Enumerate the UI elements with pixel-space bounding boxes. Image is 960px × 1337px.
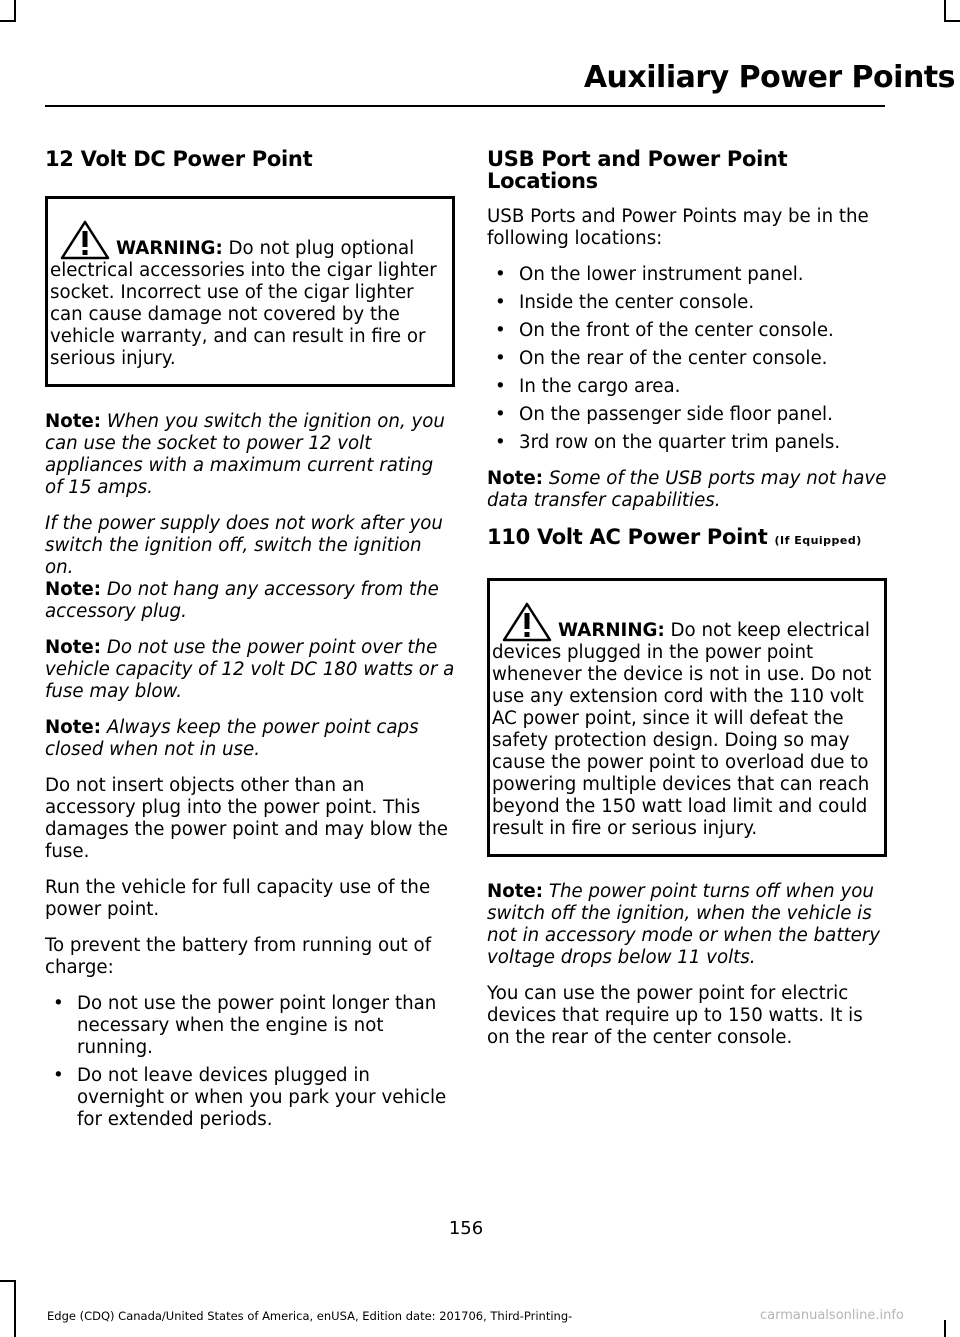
right-column: [487, 140, 887, 1063]
list-item-text: Do not use the power point longer than necessary when the engine is not running.: [77, 993, 437, 1058]
note: [45, 411, 455, 499]
paragraph: Do not insert objects other than an accessory plug into the power point. This damages the power point and may blow the fuse.: [45, 775, 448, 862]
note-text: Always keep the power point caps closed when not in use.: [45, 717, 419, 760]
note-text: Do not use the power point over the vehicle capacity of 12 volt DC 180 watts or a fuse may blow.: [45, 637, 455, 702]
list-item: • 3rd row on the quarter trim panels.: [495, 432, 841, 453]
list-item: • In the cargo area.: [495, 376, 681, 397]
watermark: carmanualsonline.info: [760, 1308, 904, 1323]
page-number: 156: [448, 1218, 484, 1239]
note: [45, 637, 455, 703]
crop-mark: [14, 1280, 16, 1337]
crop-mark: [944, 1320, 946, 1337]
warning-triangle-icon: [60, 220, 110, 260]
heading-tag: (If Equipped): [774, 534, 862, 547]
list-item-text: On the front of the center console.: [519, 320, 834, 341]
note-label: Note:: [45, 637, 102, 658]
list-item-text: In the cargo area.: [519, 376, 681, 397]
paragraph: You can use the power point for electric devices that require up to 150 watts. It is on the rear of the center console.: [487, 983, 863, 1048]
list-item: • Inside the center console.: [495, 292, 755, 313]
list-item: • On the lower instrument panel.: [495, 264, 804, 285]
list-item: • On the passenger side floor panel.: [495, 404, 833, 425]
note-text: Do not hang any accessory from the accessory plug.: [45, 579, 439, 622]
note-label: Note:: [45, 411, 102, 432]
warning-text: Do not keep electrical devices plugged in the power point whenever the device is not in use. Do not use any extension cord with the 110 volt AC power point, since it will defeat the safety protection design. Doing so may cause the power point to overload due to powering multiple devices that can reach beyond the 150 watt load limit and could result in fire or serious injury.: [492, 620, 872, 839]
note: [45, 717, 455, 761]
footer-text: Edge (CDQ) Canada/United States of America, enUSA, Edition date: 201706, Third-Printing-: [47, 1309, 573, 1323]
list-item-text: Do not leave devices plugged in overnight or when you park your vehicle for extended periods.: [77, 1065, 447, 1130]
list-item-text: Inside the center console.: [519, 292, 755, 313]
crop-mark: [944, 20, 960, 22]
note-text: When you switch the ignition on, you can use the socket to power 12 volt appliances with a maximum current rating of 15 amps.: [45, 411, 445, 498]
warning-text: Do not plug optional electrical accessories into the cigar lighter socket. Incorrect use of the cigar lighter can cause damage not covered by the vehicle warranty, and can result in fire or serious injury.: [50, 238, 437, 369]
warning-label: WARNING:: [558, 620, 665, 641]
bullet-list: [45, 993, 455, 1131]
list-item-text: On the rear of the center console.: [519, 348, 828, 369]
note-text: Some of the USB ports may not have data transfer capabilities.: [487, 468, 887, 511]
note-text: If the power supply does not work after you switch the ignition off, switch the ignition on.: [45, 513, 443, 578]
note-text: The power point turns off when you switch off the ignition, when the vehicle is not in accessory mode or when the battery voltage drops below 11 volts.: [487, 881, 881, 968]
list-item: • On the front of the center console.: [495, 320, 834, 341]
warning-triangle-icon: [502, 602, 552, 642]
list-item-text: 3rd row on the quarter trim panels.: [519, 432, 841, 453]
warning-box: [45, 196, 455, 387]
paragraph: To prevent the battery from running out of charge:: [45, 935, 432, 978]
note-label: Note:: [45, 579, 102, 600]
crop-mark: [0, 20, 16, 22]
warning-box: [487, 578, 887, 857]
heading-text: 110 Volt AC Power Point: [487, 525, 768, 549]
list-item: • Do not use the power point longer than necessary when the engine is not running.: [53, 993, 437, 1058]
crop-mark: [14, 0, 16, 20]
header-divider: [45, 105, 885, 107]
list-item: • On the rear of the center console.: [495, 348, 828, 369]
bullet-list: [487, 264, 887, 454]
note: [487, 468, 887, 512]
section-heading: USB Port and Power Point Locations: [487, 147, 788, 193]
section-heading: 12 Volt DC Power Point: [45, 147, 313, 171]
note: [45, 579, 455, 623]
warning-label: WARNING:: [116, 238, 223, 259]
crop-mark: [944, 0, 946, 20]
note-label: Note:: [487, 881, 544, 902]
note-continuation: [45, 513, 455, 579]
section-heading: [487, 526, 887, 552]
list-item: • Do not leave devices plugged in overnight or when you park your vehicle for extended periods.: [53, 1065, 447, 1130]
paragraph: Run the vehicle for full capacity use of the power point.: [45, 877, 431, 920]
note-label: Note:: [45, 717, 102, 738]
note-label: Note:: [487, 468, 544, 489]
list-item-text: On the passenger side floor panel.: [519, 404, 833, 425]
list-item-text: On the lower instrument panel.: [519, 264, 804, 285]
page-title: Auxiliary Power Points: [583, 60, 955, 95]
paragraph: USB Ports and Power Points may be in the following locations:: [487, 206, 869, 249]
crop-mark: [0, 1280, 16, 1282]
left-column: [45, 140, 455, 1145]
note: [487, 881, 887, 969]
